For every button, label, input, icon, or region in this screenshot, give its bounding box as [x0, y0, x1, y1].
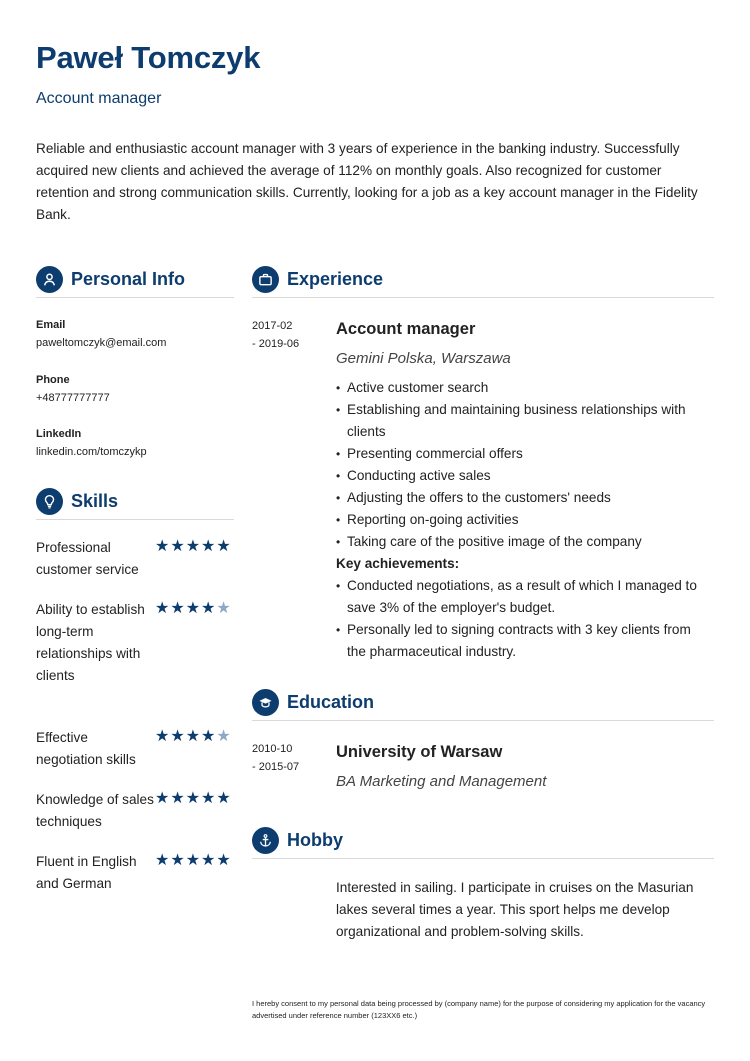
star-filled-icon: ★	[201, 536, 216, 555]
star-filled-icon: ★	[185, 726, 201, 745]
phone-value: +48777777777	[36, 392, 110, 404]
phone-label: Phone	[36, 374, 70, 386]
star-filled-icon: ★	[185, 598, 201, 617]
job-company: Gemini Polska, Warszawa	[336, 350, 511, 367]
divider	[252, 297, 714, 298]
star-filled-icon: ★	[155, 726, 170, 745]
skill-rating	[155, 600, 231, 616]
linkedin-value: linkedin.com/tomczykp	[36, 446, 147, 458]
graduation-cap-icon	[252, 689, 279, 716]
skill-rating	[155, 728, 231, 744]
list-item: • Adjusting the offers to the customers' needs	[336, 487, 706, 509]
achievements-label: Key achievements:	[336, 556, 460, 571]
divider	[252, 858, 714, 859]
linkedin-label: LinkedIn	[36, 428, 82, 440]
list-item: • Active customer search	[336, 377, 706, 399]
star-filled-icon: ★	[155, 850, 170, 869]
star-filled-icon: ★	[216, 850, 231, 869]
list-item: • Taking care of the positive image of the company	[336, 531, 706, 553]
list-item: • Conducted negotiations, as a result of which I managed to save 3% of the employer's budget.	[336, 575, 706, 619]
star-filled-icon: ★	[216, 536, 231, 555]
star-filled-icon: ★	[170, 598, 185, 617]
skills-title: Skills	[71, 491, 119, 511]
star-filled-icon: ★	[201, 726, 216, 745]
candidate-role: Account manager	[36, 90, 162, 107]
star-filled-icon: ★	[155, 536, 170, 555]
star-filled-icon: ★	[185, 536, 201, 555]
star-filled-icon: ★	[170, 850, 185, 869]
candidate-name: Paweł Tomczyk	[36, 40, 261, 75]
star-filled-icon: ★	[155, 598, 170, 617]
edu-date-start: 2010-10	[252, 743, 293, 755]
list-item: • Conducting active sales	[336, 465, 706, 487]
star-filled-icon: ★	[201, 850, 216, 869]
divider	[252, 720, 714, 721]
skill-rating	[155, 852, 231, 868]
list-item: • Establishing and maintaining business relationships with clients	[336, 399, 706, 443]
personal-info-header	[36, 266, 185, 293]
star-empty-icon: ★	[216, 726, 231, 745]
divider	[36, 297, 234, 298]
list-item: • Presenting commercial offers	[336, 443, 706, 465]
skill-name: Effective negotiation skills	[36, 730, 136, 767]
edu-degree: BA Marketing and Management	[336, 773, 547, 790]
divider	[36, 519, 234, 520]
skill-name: Knowledge of sales techniques	[36, 792, 154, 829]
email-label: Email	[36, 319, 66, 331]
hobby-title: Hobby	[287, 830, 343, 850]
briefcase-icon	[252, 266, 279, 293]
edu-date-end: - 2015-07	[252, 761, 300, 773]
job-date-start: 2017-02	[252, 320, 293, 332]
star-filled-icon: ★	[170, 788, 185, 807]
job-duties-list	[336, 377, 706, 663]
job-date-end: - 2019-06	[252, 338, 300, 350]
personal-info-title: Personal Info	[71, 269, 186, 289]
star-filled-icon: ★	[185, 788, 201, 807]
star-filled-icon: ★	[170, 536, 185, 555]
skill-rating	[155, 790, 231, 806]
email-value: paweltomczyk@email.com	[36, 337, 167, 349]
skill-name: Fluent in English and German	[36, 854, 137, 891]
star-filled-icon: ★	[155, 788, 170, 807]
skill-name: Ability to establish long-term relationships with clients	[36, 602, 145, 683]
lightbulb-icon	[36, 488, 63, 515]
job-position: Account manager	[336, 320, 476, 338]
star-filled-icon: ★	[185, 850, 201, 869]
education-title: Education	[287, 692, 375, 712]
anchor-icon	[252, 827, 279, 854]
star-empty-icon: ★	[216, 598, 231, 617]
skills-header	[36, 488, 118, 515]
star-filled-icon: ★	[170, 726, 185, 745]
star-filled-icon: ★	[201, 788, 216, 807]
star-filled-icon: ★	[216, 788, 231, 807]
skill-rating	[155, 538, 231, 554]
list-item: • Reporting on-going activities	[336, 509, 706, 531]
edu-school: University of Warsaw	[336, 743, 503, 761]
list-item: • Personally led to signing contracts with 3 key clients from the pharmaceutical industry.	[336, 619, 706, 663]
hobby-text: Interested in sailing. I participate in cruises on the Masurian lakes several times a year. This sport helps me develop organizational and problem-solving skills.	[336, 880, 694, 939]
profile-summary: Reliable and enthusiastic account manager with 3 years of experience in the banking industry. Successfully acquired new clients and achieved the average of 112% on monthly goals. Also recognized for customer retention and strong communication skills. Currently, looking for a job as a key account manager in the Fidelity Bank.	[36, 141, 698, 222]
education-header	[252, 689, 374, 716]
experience-title: Experience	[287, 269, 384, 289]
hobby-header	[252, 827, 343, 854]
experience-header	[252, 266, 383, 293]
person-icon	[36, 266, 63, 293]
star-filled-icon: ★	[201, 598, 216, 617]
consent-clause: I hereby consent to my personal data being processed by (company name) for the purpose of considering my application for the vacancy advertised under reference number (123XX6 etc.)	[252, 999, 706, 1020]
skill-name: Professional customer service	[36, 540, 139, 577]
